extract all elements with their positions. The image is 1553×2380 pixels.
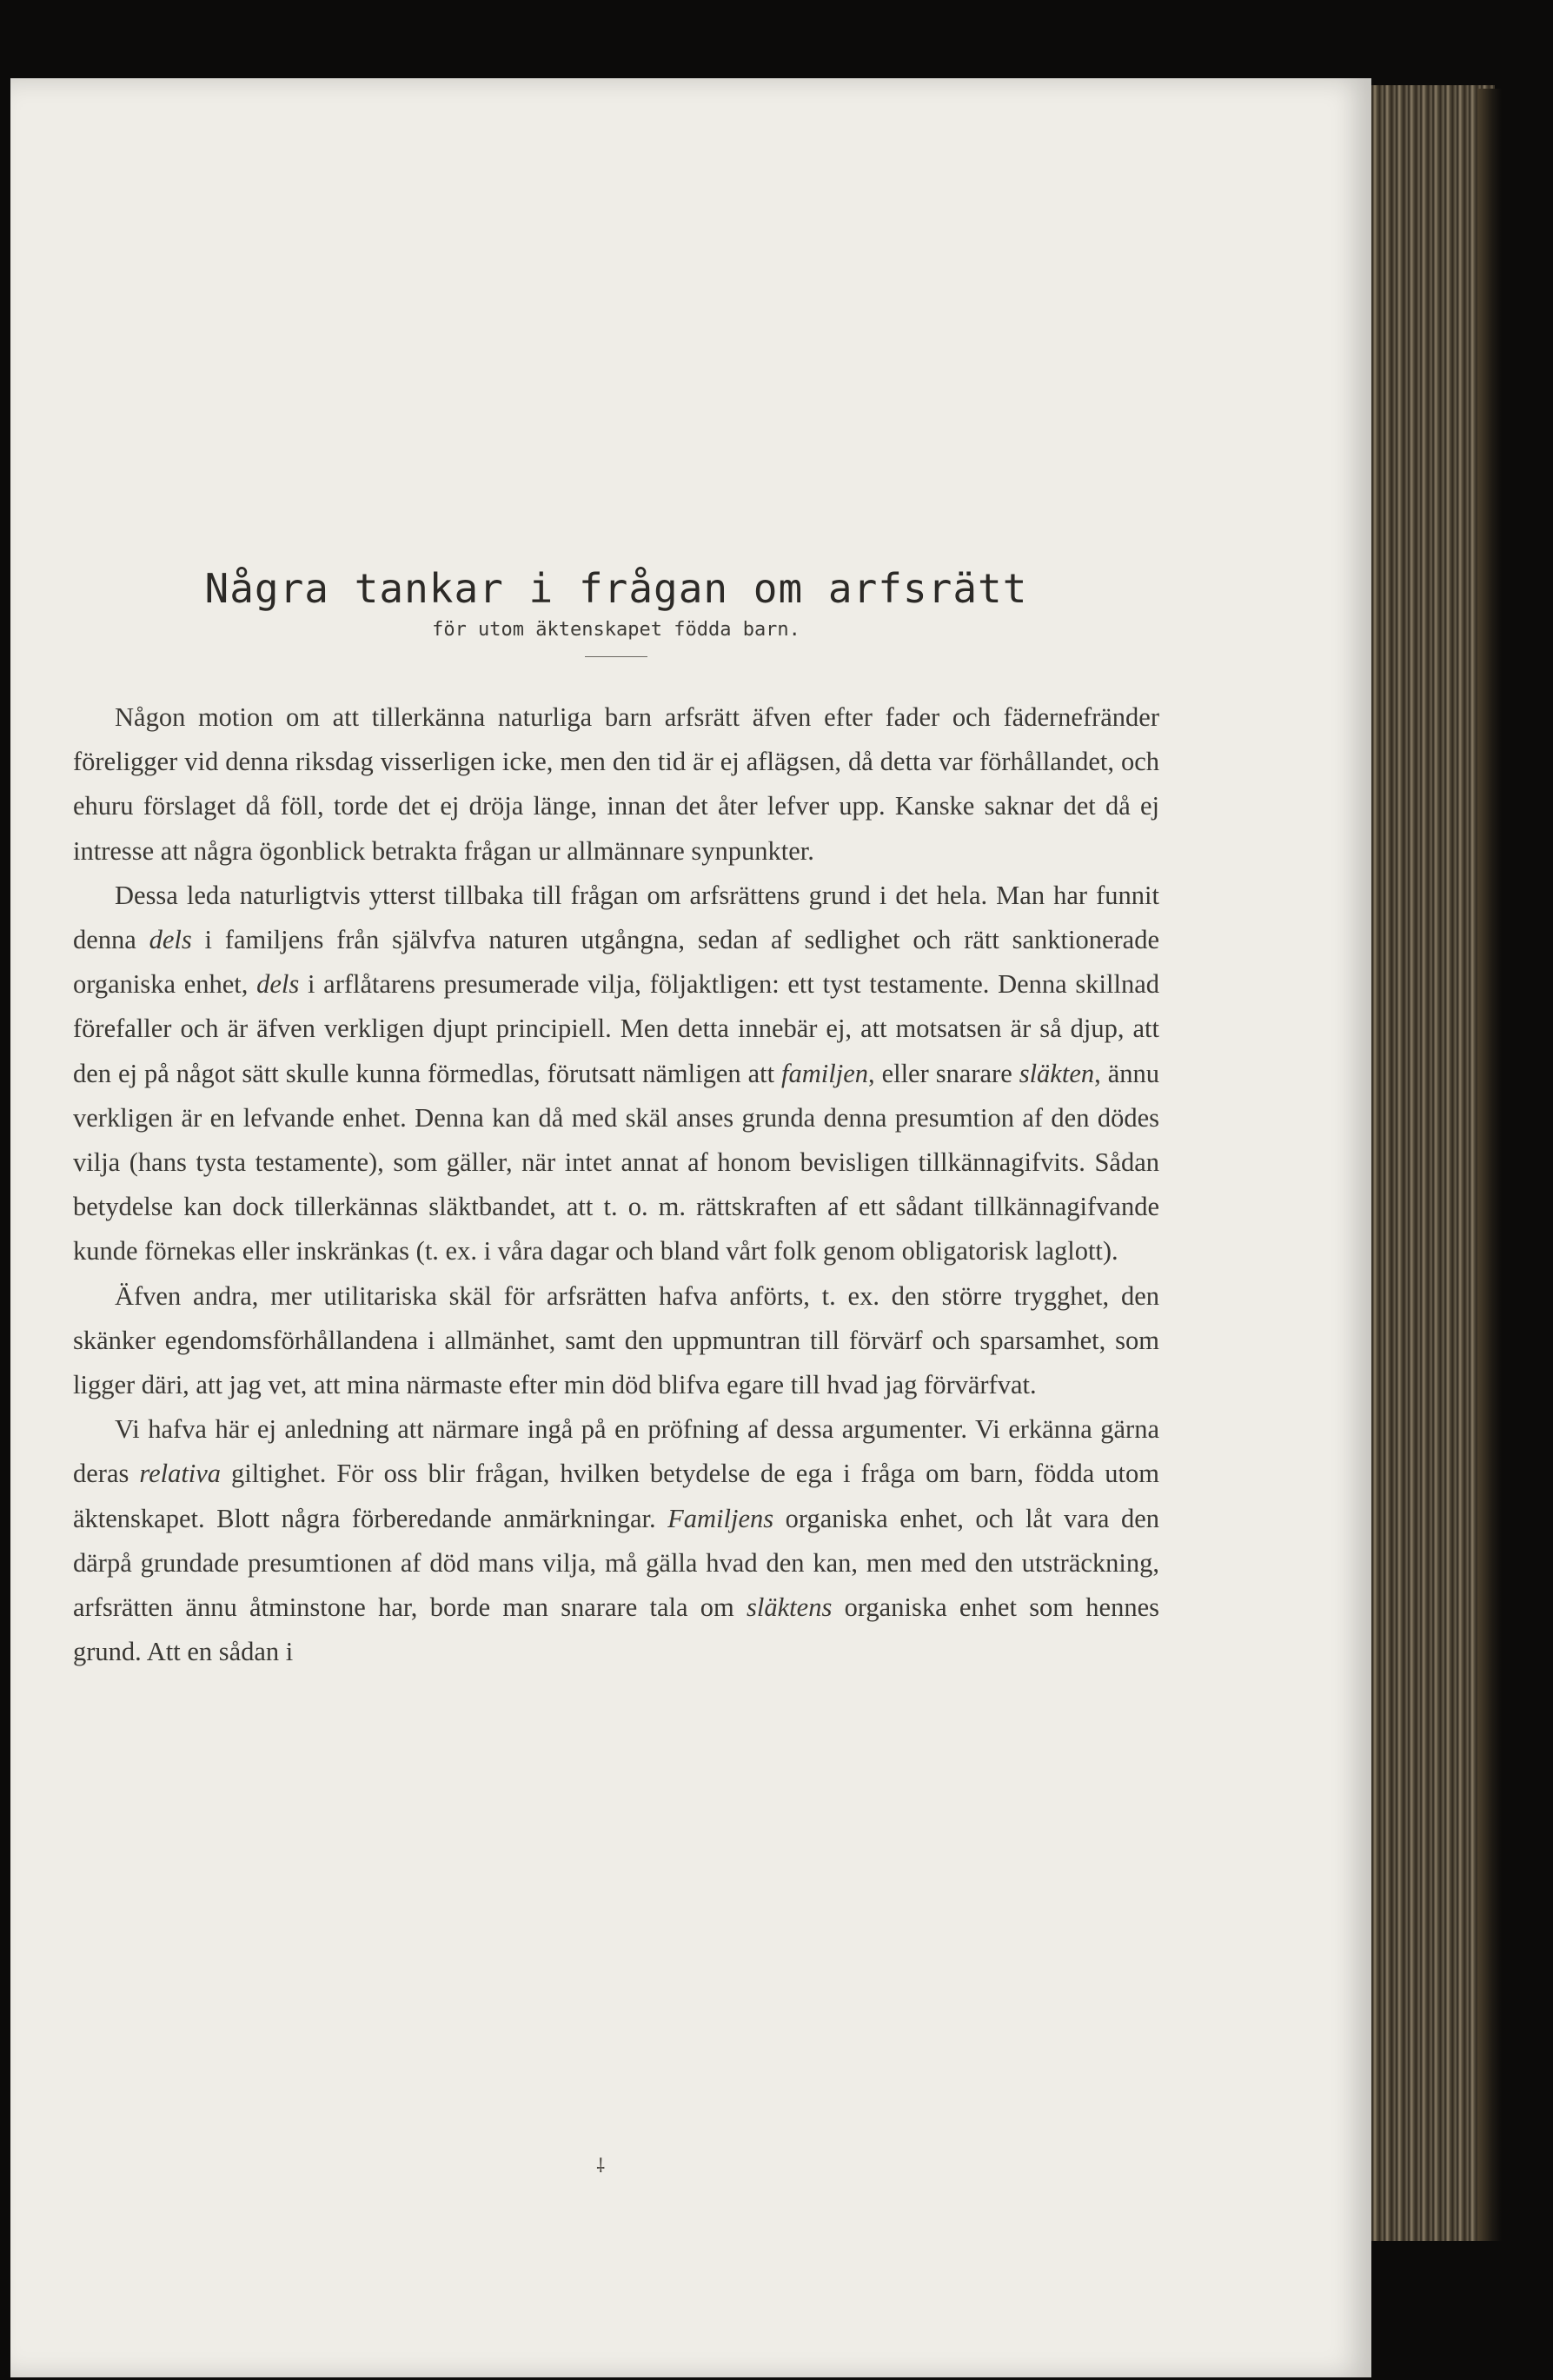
italic-text: dels — [256, 969, 300, 1000]
book-page-edges — [1356, 85, 1495, 2241]
text-run: , eller snarare — [868, 1058, 1019, 1088]
text-run: organiska enhet, och låt vara den därpå grundade presumtionen af död mans vilja, må gälla hvad den kan, men med den utsträckning, arfsrätten ännu åtminstone har, borde man snarare tala om — [73, 1503, 1159, 1623]
text-run: Äfven andra, mer utilitariska skäl för arfsrätten hafva anförts, t. ex. den större trygghet, den skänker egendomsförhållandena i allmänhet, samt den uppmuntran till förvärf och sparsamhet, som ligger däri, att jag vet, att mina närmaste efter min död blifva egare till hvad jag förvärfvat. — [73, 1280, 1159, 1400]
italic-text: relativa — [139, 1459, 222, 1489]
text-run: , ännu verkligen är en lefvande enhet. Denna kan då med skäl anses grunda denna presumtion af den dödes vilja (hans tysta testamente), som gäller, när intet annat af honom bevisligen tillkännagifvits. Sådan betydelse kan dock tillerkännas släktbandet, att t. o. m. rättskraften af ett sådant tillkännagifvande kunde förnekas eller inskränkas (t. ex. i våra dagar och bland vårt folk genom obligatorisk laglott). — [73, 1058, 1159, 1266]
article-subtitle: för utom äktenskapet födda barn. — [432, 619, 800, 641]
italic-text: dels — [149, 925, 192, 955]
italic-text: Familjens — [667, 1503, 774, 1533]
article-title: Några tankar i frågan om arfsrätt — [204, 565, 1028, 612]
footer-mark: ⸸ — [596, 2156, 606, 2177]
book-page — [10, 78, 1371, 2377]
italic-text: släkten — [1019, 1058, 1095, 1088]
article — [73, 565, 1159, 1674]
title-divider — [585, 656, 647, 657]
paragraph — [73, 874, 1159, 1274]
text-run: Någon motion om att tillerkänna naturliga barn arfsrätt äfven efter fader och fädernefränder föreligger vid denna riksdag visserligen icke, men den tid är ej aflägsen, då detta var förhållandet, och ehuru förslaget då föll, torde det ej dröja länge, innan det åter lefver upp. Kanske saknar det då ej intresse att några ögonblick betrakta frågan ur allmännare synpunkter. — [73, 702, 1159, 866]
article-body — [73, 695, 1159, 1674]
paragraph — [73, 695, 1159, 874]
text-run: Dessa leda naturligtvis ytterst tillbaka till frågan om arfsrättens grund i det hela. Man har funnit denna — [73, 880, 1159, 955]
text-run: Vi hafva här ej anledning att närmare ingå på en pröfning af dessa argumenter. Vi erkänna gärna deras — [73, 1414, 1159, 1489]
text-run: i arflåtarens presumerade vilja, följaktligen: ett tyst testamente. Denna skillnad förefaller och är äfven verkligen djupt principiell. Men detta innebär ej, att motsatsen är så djup, att den ej på något sätt skulle kunna förmedlas, förutsatt nämligen att — [73, 969, 1159, 1088]
paragraph — [73, 1274, 1159, 1408]
text-run: giltighet. För oss blir frågan, hvilken betydelse de ega i fråga om barn, födda utom äktenskapet. Blott några förberedande anmärkningar. — [73, 1459, 1159, 1533]
text-run: organiska enhet som hennes grund. Att en sådan i — [73, 1592, 1159, 1667]
book-cover-edge — [1477, 89, 1502, 2241]
italic-text: familjen — [781, 1058, 868, 1088]
italic-text: släktens — [747, 1592, 833, 1623]
text-run: i familjens från självfva naturen utgångna, sedan af sedlighet och rätt sanktionerade organiska enhet, — [73, 925, 1160, 1000]
paragraph — [73, 1407, 1159, 1674]
